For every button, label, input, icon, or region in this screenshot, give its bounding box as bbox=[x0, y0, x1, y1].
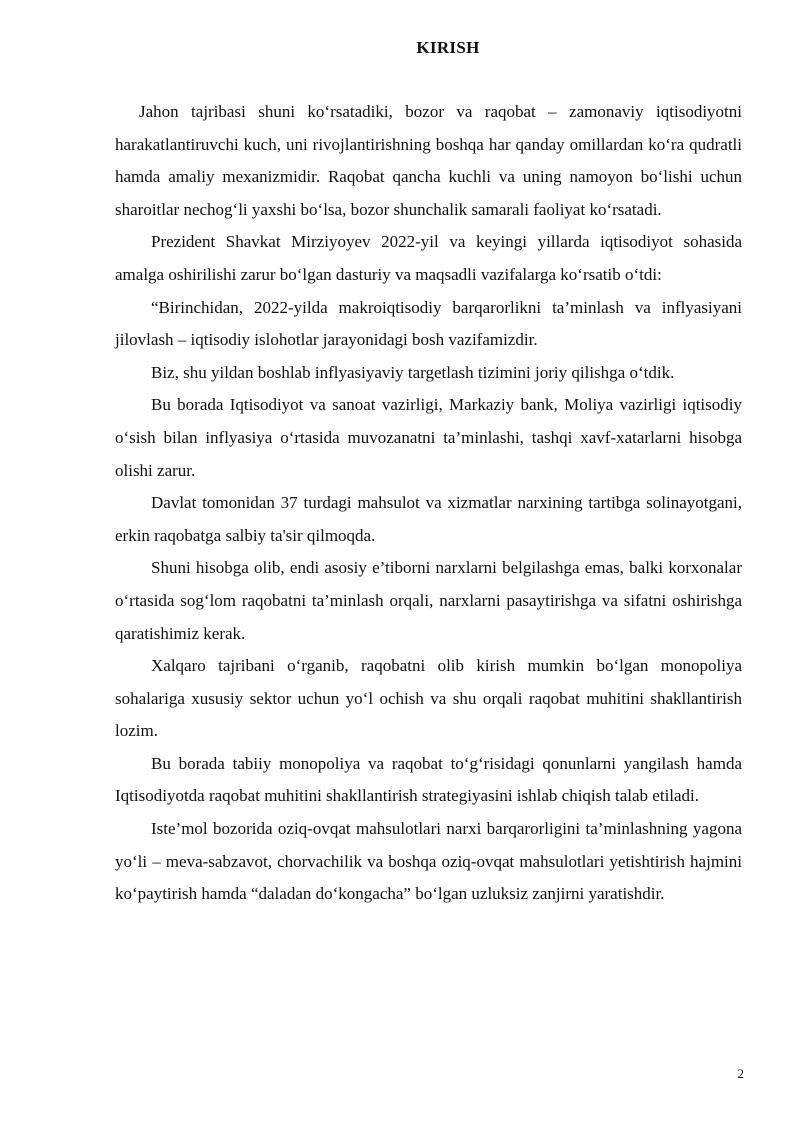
paragraph: Jahon tajribasi shuni ko‘rsatadiki, bozor va raqobat – zamonaviy iqtisodiyotni harakatlantiruvchi kuch, uni rivojlantirishning boshqa har qanday omillardan ko‘ra qudratli hamda amaliy mexanizmidir. Raqobat qancha kuchli va uning namoyon bo‘lishi uchun sharoitlar nechog‘li yaxshi bo‘lsa, bozor shunchalik samarali faoliyat ko‘rsatadi. bbox=[115, 102, 742, 219]
paragraph: Prezident Shavkat Mirziyoyev 2022-yil va keyingi yillarda iqtisodiyot sohasida amalga oshirilishi zarur bo‘lgan dasturiy va maqsadli vazifalarga ko‘rsatib o‘tdi: bbox=[115, 232, 742, 284]
paragraph: Iste’mol bozorida oziq-ovqat mahsulotlari narxi barqarorligini ta’minlashning yagona yo‘li – meva-sabzavot, chorvachilik va boshqa oziq-ovqat mahsulotlari yetishtirish hajmini ko‘paytirish hamda “daladan do‘kongacha” bo‘lgan uzluksiz zanjirni yaratishdir. bbox=[115, 819, 742, 904]
paragraph: Xalqaro tajribani o‘rganib, raqobatni olib kirish mumkin bo‘lgan monopoliya sohalariga xususiy sektor uchun yo‘l ochish va shu orqali raqobat muhitini shakllantirish lozim. bbox=[115, 656, 742, 741]
paragraph: Biz, shu yildan boshlab inflyasiyaviy targetlash tizimini joriy qilishga o‘tdik. bbox=[151, 362, 675, 382]
body-text bbox=[115, 96, 742, 911]
paragraph: Shuni hisobga olib, endi asosiy e’tiborni narxlarni belgilashga emas, balki korxonalar o‘rtasida sog‘lom raqobatni ta’minlash orqali, narxlarni pasaytirishga va sifatni oshirishga qaratishimiz kerak. bbox=[115, 558, 742, 643]
page-number: 2 bbox=[737, 1066, 744, 1081]
paragraph: Davlat tomonidan 37 turdagi mahsulot va xizmatlar narxining tartibga solinayotgani, erkin raqobatga salbiy ta'sir qilmoqda. bbox=[115, 493, 742, 545]
page-title: KIRISH bbox=[416, 38, 480, 57]
paragraph: “Birinchidan, 2022-yilda makroiqtisodiy barqarorlikni ta’minlash va inflyasiyani jilovlash – iqtisodiy islohotlar jarayonidagi bosh vazifamizdir. bbox=[115, 297, 742, 350]
paragraph: Bu borada tabiiy monopoliya va raqobat to‘g‘risidagi qonunlarni yangilash hamda Iqtisodiyotda raqobat muhitini shakllantirish strategiyasini ishlab chiqish talab etiladi. bbox=[115, 753, 742, 806]
paragraph: Bu borada Iqtisodiyot va sanoat vazirligi, Markaziy bank, Moliya vazirligi iqtisodiy o‘sish bilan inflyasiya o‘rtasida muvozanatni ta’minlashi, tashqi xavf-xatarlarni hisobga olishi zarur. bbox=[115, 395, 742, 480]
